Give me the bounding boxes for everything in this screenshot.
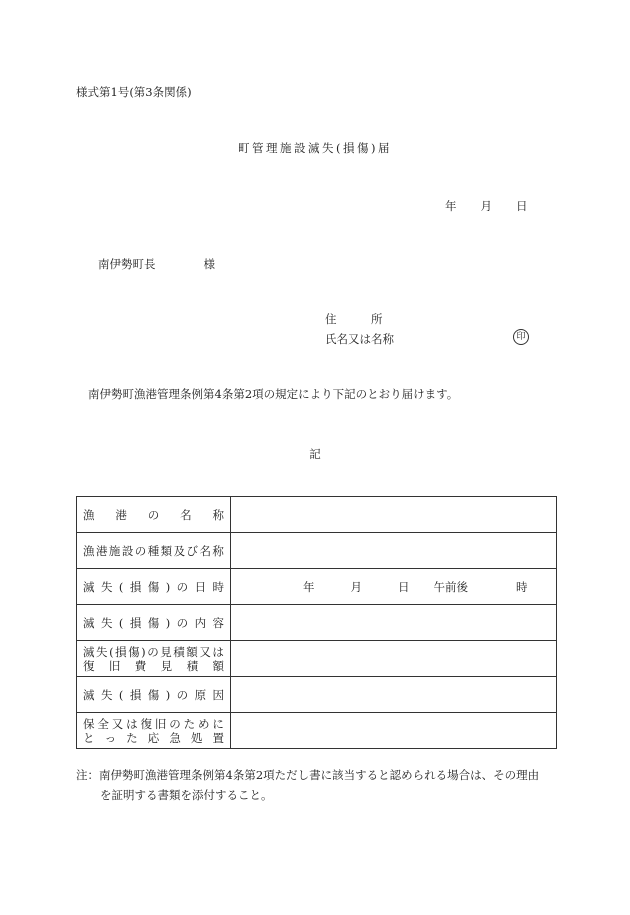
table-row (77, 677, 557, 713)
note-line-2: を証明する書類を添付すること。 (100, 788, 273, 802)
label-char: 復 (140, 716, 152, 731)
label-char: 日 (194, 579, 207, 594)
label-char: 時 (212, 579, 224, 594)
label-char: 滅 (83, 615, 95, 630)
label-char: ( (118, 579, 124, 594)
label-char: 復 (83, 658, 95, 673)
label-char: 漁 (83, 507, 95, 522)
label-char: 損 (129, 615, 142, 630)
label-char: 港 (95, 543, 108, 558)
detail-table (76, 496, 557, 749)
label-char: ( (118, 687, 124, 702)
label-char: 急 (169, 730, 181, 745)
label-char: め (198, 716, 210, 731)
note-line-1: 注：南伊勢町漁港管理条例第4条第2項ただし書に該当すると認められる場合は、その理由 (76, 768, 540, 782)
datetime-fields (231, 579, 556, 595)
label-char: 費 (134, 658, 147, 673)
label-char: び (186, 543, 198, 558)
label-char: 港 (115, 507, 127, 522)
label-char: 旧 (154, 716, 167, 731)
label-char: 称 (212, 543, 224, 558)
label-char: 内 (194, 615, 207, 630)
label-char: の (176, 579, 189, 594)
label-char: 保 (83, 716, 95, 731)
row-label-line (83, 616, 224, 630)
label-char: っ (104, 730, 117, 745)
label-char: 称 (212, 507, 224, 522)
row-label-line (83, 688, 224, 702)
datetime-unit: 月 (350, 579, 362, 594)
row-label (77, 497, 231, 533)
recipient-honorific: 様 (203, 257, 215, 271)
row-value[interactable] (231, 497, 557, 533)
month-label: 月 (480, 199, 492, 213)
day-label: 日 (516, 199, 528, 213)
label-char: 傷 (128, 644, 140, 659)
label-char: 傷 (147, 579, 160, 594)
form-number: 様式第1号(第3条関係) (76, 85, 192, 99)
label-char: 失 (100, 615, 113, 630)
row-label (77, 677, 231, 713)
label-char: と (83, 730, 95, 745)
label-char: 滅 (83, 579, 95, 594)
label-char: 見 (160, 658, 173, 673)
label-char: 置 (212, 730, 224, 745)
label-char: 傷 (147, 687, 160, 702)
label-char: は (126, 716, 138, 731)
label-char: 失 (100, 687, 113, 702)
recipient (98, 256, 215, 272)
label-char: ) (165, 687, 171, 702)
row-label-line (83, 544, 224, 558)
label-char: 積 (173, 644, 185, 659)
label-char: 応 (147, 730, 160, 745)
label-char: 損 (129, 687, 142, 702)
label-char: ) (165, 579, 171, 594)
label-char: ) (165, 615, 171, 630)
label-char: ) (141, 644, 146, 659)
label-char: 設 (121, 543, 134, 558)
label-char: の (147, 507, 160, 522)
table-row (77, 533, 557, 569)
label-char: の (134, 543, 147, 558)
row-value[interactable] (231, 605, 557, 641)
row-value[interactable] (231, 533, 557, 569)
table-row (77, 497, 557, 533)
label-char: 額 (186, 644, 198, 659)
label-char: 積 (186, 658, 199, 673)
label-char: 又 (111, 716, 124, 731)
label-char: 見 (160, 644, 172, 659)
row-label (77, 569, 231, 605)
label-char: 処 (190, 730, 203, 745)
label-char: の (176, 615, 189, 630)
address-label: 住 所 (325, 312, 383, 326)
row-label-line (83, 731, 224, 745)
label-char: 漁 (83, 543, 95, 558)
label-char: 滅 (83, 687, 95, 702)
datetime-unit: 年 (303, 579, 315, 594)
row-value[interactable] (231, 677, 557, 713)
row-value[interactable] (231, 569, 557, 605)
label-char: ( (109, 644, 114, 659)
ki-heading: 記 (309, 447, 321, 461)
row-label-line (83, 580, 224, 594)
date-line (445, 198, 528, 214)
label-char: 種 (147, 543, 160, 558)
table-row (77, 641, 557, 677)
year-label: 年 (445, 199, 457, 213)
label-char: の (176, 687, 189, 702)
label-char: に (212, 716, 224, 731)
row-value[interactable] (231, 641, 557, 677)
datetime-unit: 時 (516, 579, 528, 594)
label-char: た (126, 730, 138, 745)
label-char: の (169, 716, 181, 731)
label-char: 失 (96, 644, 108, 659)
label-char: 滅 (83, 644, 95, 659)
seal-mark: 印 (513, 329, 529, 345)
label-char: 容 (212, 615, 224, 630)
document-title: 町管理施設滅失(損傷)届 (238, 141, 392, 155)
row-label (77, 605, 231, 641)
label-char: 類 (160, 543, 173, 558)
label-char: 全 (97, 716, 109, 731)
row-label-line (83, 659, 224, 673)
label-char: 名 (180, 507, 192, 522)
label-char: 額 (212, 658, 224, 673)
table-row (77, 605, 557, 641)
label-char: 損 (129, 579, 142, 594)
label-char: 又 (199, 644, 211, 659)
label-char: 失 (100, 579, 113, 594)
row-label-line (83, 717, 224, 731)
label-char: 因 (212, 687, 224, 702)
statement-text: 南伊勢町漁港管理条例第4条第2項の規定により下記のとおり届けます。 (88, 387, 459, 401)
label-char: は (212, 644, 224, 659)
recipient-name: 南伊勢町長 (98, 257, 156, 271)
label-char: 損 (115, 644, 127, 659)
datetime-unit: 午前後 (433, 579, 468, 594)
row-label-line (83, 645, 224, 659)
row-label (77, 713, 231, 749)
row-label (77, 641, 231, 677)
table-row (77, 569, 557, 605)
label-char: た (183, 716, 196, 731)
label-char: 原 (194, 687, 207, 702)
label-char: 及 (173, 543, 186, 558)
label-char: 傷 (147, 615, 160, 630)
label-char: 施 (108, 543, 121, 558)
row-label-line (83, 508, 224, 522)
label-char: 旧 (108, 658, 121, 673)
label-char: ( (118, 615, 124, 630)
name-label: 氏名又は名称 (325, 332, 394, 346)
label-char: 名 (199, 543, 211, 558)
datetime-unit: 日 (398, 579, 410, 594)
row-label (77, 533, 231, 569)
label-char: の (147, 644, 159, 659)
table-row (77, 713, 557, 749)
row-value[interactable] (231, 713, 557, 749)
